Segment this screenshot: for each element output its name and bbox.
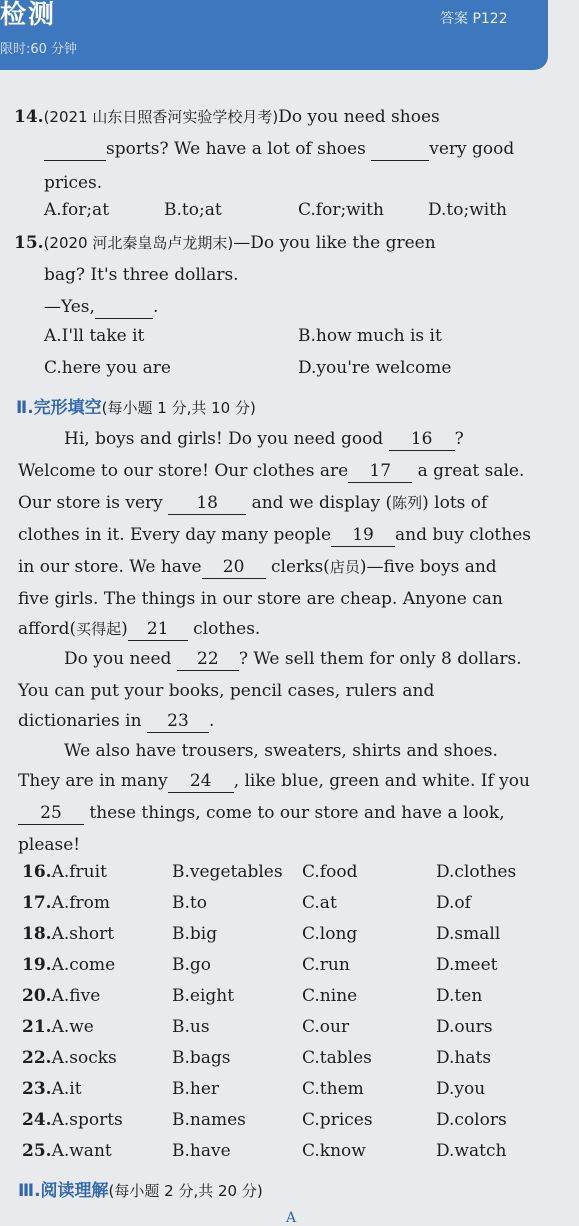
choice-option-a[interactable]: A.from [51,893,111,913]
answer-ref: 答案 P122 [440,11,508,27]
passage-text: clothes in it. Every day many people [18,525,332,545]
choice-number: 18. [22,924,52,944]
choice-option-b[interactable]: B.eight [172,986,235,1006]
q14-option-c[interactable]: C.for;with [298,200,384,220]
choice-option-c[interactable]: C.prices [302,1110,373,1130]
blank-22[interactable]: 22 [177,648,239,671]
q14-blank-1[interactable] [44,138,106,161]
choice-option-c[interactable]: C.nine [302,986,358,1006]
passage-text: ) [121,619,128,639]
choice-option-b[interactable]: B.big [172,924,218,944]
passage-text: )—five boys and [359,557,497,577]
passage-line-4 [18,524,531,547]
choice-option-d[interactable]: D.meet [436,955,498,975]
choice-option-c[interactable]: C.know [302,1141,366,1161]
choice-option-b[interactable]: B.vegetables [172,862,283,882]
choice-option-c[interactable]: C.at [302,893,337,913]
choice-number: 24. [22,1110,52,1130]
choice-number: 21. [22,1017,52,1037]
choice-number: 16. [22,862,52,882]
passage-line-11: We also have trousers, sweaters, shirts and shoes. [64,741,498,761]
choice-option-c[interactable]: C.long [302,924,358,944]
passage-text: ) lots of [422,493,488,513]
choice-option-d[interactable]: D.you [436,1079,486,1099]
q15-source: (2020 河北秦皇岛卢龙期末) [43,234,234,252]
passage-text: Do you need [64,649,172,669]
choice-option-d[interactable]: D.watch [436,1141,507,1161]
q14-option-d[interactable]: D.to;with [428,200,507,220]
passage-line-10 [18,710,214,733]
q15-period: . [152,297,159,317]
passage-line-14: please! [18,835,81,855]
blank-17[interactable]: 17 [348,460,412,483]
choice-number: 19. [22,955,52,975]
passage-text: and we display ( [251,493,393,513]
choice-option-c[interactable]: C.our [302,1017,350,1037]
q15-line-2: bag? It's three dollars. [44,265,239,285]
q14-option-b[interactable]: B.to;at [164,200,222,220]
passage-text: and buy clothes [395,525,531,545]
passage-line-3 [18,492,487,515]
blank-25[interactable]: 25 [18,802,84,825]
q14-line-2 [44,138,514,161]
passage-text: dictionaries in [18,711,142,731]
passage-text: Our store is very [18,493,163,513]
passage-text: these things, come to our store and have a look, [89,803,505,823]
q14-option-a[interactable]: A.for;at [44,200,110,220]
q14-text: Do you need shoes [278,107,440,127]
section-3-heading [18,1180,263,1202]
choice-number: 20. [22,986,52,1006]
q15-option-a[interactable]: A.I'll take it [44,326,145,346]
q14-line-1 [14,106,440,128]
blank-21[interactable]: 21 [128,618,188,641]
passage-text: ? We sell them for only 8 dollars. [238,649,522,669]
choice-option-c[interactable]: C.run [302,955,350,975]
blank-23[interactable]: 23 [147,710,209,733]
q15-blank[interactable] [95,296,153,319]
choice-option-d[interactable]: D.ten [436,986,483,1006]
q14-text-3: very good [429,139,515,159]
passage-text: in our store. We have [18,557,202,577]
choice-option-b[interactable]: B.names [172,1110,246,1130]
passage-text: ? [454,429,464,449]
passage-line-7 [18,618,260,641]
passage-line-13 [18,802,505,825]
blank-18[interactable]: 18 [168,492,246,515]
q15-option-b[interactable]: B.how much is it [298,326,442,346]
section-3-points: (每小题 2 分,共 20 分) [108,1182,263,1200]
passage-gloss: 陈列 [392,494,423,512]
choice-option-c[interactable]: C.tables [302,1048,372,1068]
section-2-heading [16,397,256,419]
passage-line-12 [18,770,530,793]
choice-option-b[interactable]: B.us [172,1017,210,1037]
q14-source: (2021 山东日照香河实验学校月考) [43,108,279,126]
choice-option-c[interactable]: C.food [302,862,358,882]
passage-text: afford( [18,619,77,639]
passage-text: a great sale. [417,461,525,481]
choice-option-d[interactable]: D.ours [436,1017,493,1037]
passage-line-5 [18,556,497,579]
passage-text: They are in many [18,771,168,791]
choice-option-a[interactable]: A.it [51,1079,82,1099]
time-limit: 限时:60 分钟 [0,42,78,57]
blank-24[interactable]: 24 [168,770,234,793]
choice-option-d[interactable]: D.clothes [436,862,517,882]
choice-option-d[interactable]: D.of [436,893,471,913]
choice-number: 25. [22,1141,52,1161]
q15-option-c[interactable]: C.here you are [44,358,171,378]
choice-option-d[interactable]: D.small [436,924,501,944]
passage-text: . [208,711,215,731]
choice-option-a[interactable]: A.we [51,1017,94,1037]
passage-line-8 [64,648,522,671]
choice-option-a[interactable]: A.come [51,955,116,975]
q15-reply: —Yes, [44,297,95,317]
choice-option-a[interactable]: A.socks [51,1048,117,1068]
q15-line-1 [14,232,436,254]
passage-text: Hi, boys and girls! Do you need good [64,429,384,449]
choice-number: 23. [22,1079,52,1099]
passage-gloss: 买得起 [76,620,122,638]
section-2-title: Ⅱ.完形填空 [16,398,102,418]
choice-option-d[interactable]: D.hats [436,1048,492,1068]
q14-number: 14. [14,107,44,127]
q15-line-3 [44,296,158,319]
passage-line-6: five girls. The things in our store are cheap. Anyone can [18,589,503,609]
header-title: 检测 [0,0,57,30]
choice-option-a[interactable]: A.sports [51,1110,123,1130]
passage-text: clothes. [193,619,261,639]
blank-19[interactable]: 19 [331,524,395,547]
choice-option-b[interactable]: B.have [172,1141,231,1161]
section-3-title: Ⅲ.阅读理解 [18,1181,109,1201]
choice-option-b[interactable]: B.to [172,893,207,913]
choice-option-b[interactable]: B.bags [172,1048,231,1068]
passage-text: Welcome to our store! Our clothes are [18,461,349,481]
passage-gloss: 店员 [329,558,360,576]
choice-option-a[interactable]: A.want [51,1141,112,1161]
q15-number: 15. [14,233,44,253]
q15-text: —Do you like the green [233,233,436,253]
blank-20[interactable]: 20 [202,556,266,579]
choice-option-a[interactable]: A.short [51,924,115,944]
choice-number: 17. [22,893,52,913]
passage-line-9: You can put your books, pencil cases, rulers and [18,681,435,701]
section-2-points: (每小题 1 分,共 10 分) [101,399,256,417]
passage-line-2 [18,460,524,483]
passage-text: , like blue, green and white. If you [233,771,530,791]
passage-line-1 [64,428,464,451]
choice-option-d[interactable]: D.colors [436,1110,507,1130]
q14-blank-2[interactable] [371,138,429,161]
choice-option-c[interactable]: C.them [302,1079,364,1099]
choice-option-b[interactable]: B.her [172,1079,220,1099]
passage-text: clerks( [271,557,330,577]
choice-option-a[interactable]: A.fruit [51,862,107,882]
q14-line-3: prices. [44,173,103,193]
q15-option-d[interactable]: D.you're welcome [298,358,452,378]
choice-number: 22. [22,1048,52,1068]
bottom-marker: A [286,1210,297,1226]
blank-16[interactable]: 16 [389,428,455,451]
choice-option-b[interactable]: B.go [172,955,212,975]
choice-option-a[interactable]: A.five [51,986,101,1006]
q14-text-2: sports? We have a lot of shoes [106,139,366,159]
